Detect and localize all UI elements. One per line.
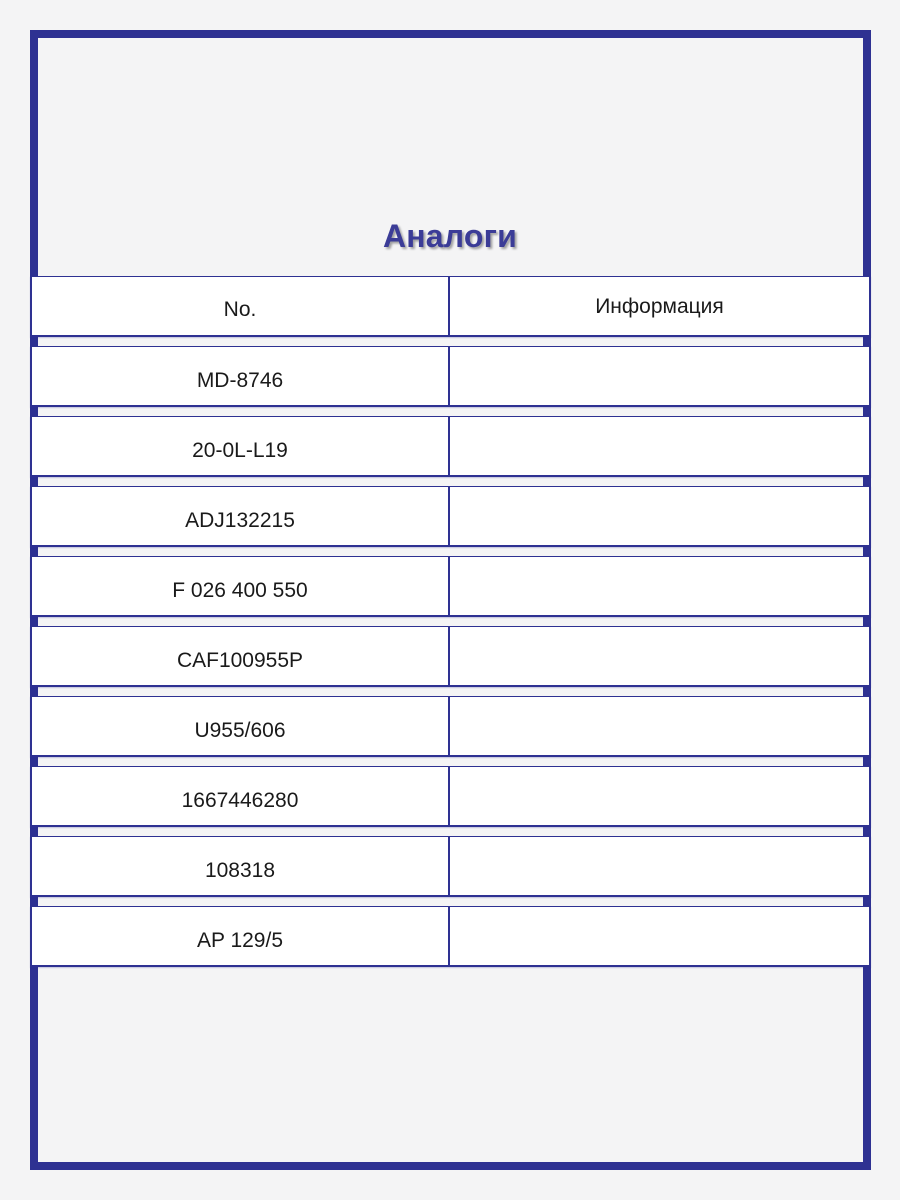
table-row	[30, 556, 871, 617]
table-row	[30, 346, 871, 407]
table-row	[30, 766, 871, 827]
info-cell	[450, 347, 869, 405]
part-number-cell: U955/606	[32, 697, 450, 755]
part-number-cell: 1667446280	[32, 767, 450, 825]
part-number-cell: CAF100955P	[32, 627, 450, 685]
table-row	[30, 906, 871, 967]
info-cell	[450, 837, 869, 895]
table-header-row	[30, 276, 871, 337]
table-row	[30, 416, 871, 477]
table-row	[30, 836, 871, 897]
info-cell	[450, 697, 869, 755]
info-cell	[450, 627, 869, 685]
page-title: Аналоги	[382, 218, 518, 254]
part-number-cell: MD-8746	[32, 347, 450, 405]
part-number-cell: 20-0L-L19	[32, 417, 450, 475]
info-cell	[450, 557, 869, 615]
info-cell	[450, 417, 869, 475]
column-header-info: Информация	[595, 295, 724, 318]
part-number-cell: 108318	[32, 837, 450, 895]
table-row	[30, 696, 871, 757]
column-header-no: No.	[32, 277, 450, 335]
part-number-cell: ADJ132215	[32, 487, 450, 545]
part-number-cell: F 026 400 550	[32, 557, 450, 615]
part-number-cell: AP 129/5	[32, 907, 450, 965]
info-cell	[450, 907, 869, 965]
table-row	[30, 486, 871, 547]
info-cell	[450, 767, 869, 825]
info-cell	[450, 487, 869, 545]
table-row	[30, 626, 871, 687]
